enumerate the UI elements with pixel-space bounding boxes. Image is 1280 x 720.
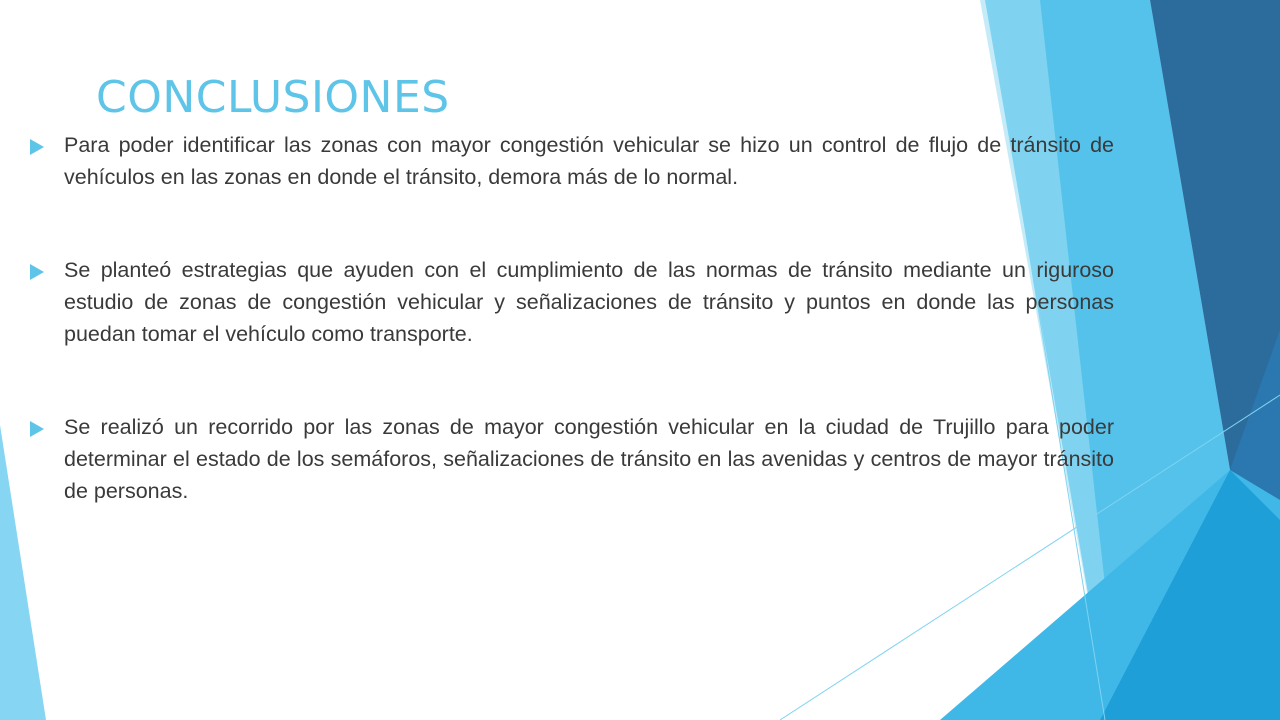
bullet-text: Se realizó un recorrido por las zonas de mayor congestión vehicular en la ciudad de Trujillo para poder determinar el estado de los semáforos, señalizaciones de tránsito en las avenidas y centros de mayor tránsito de personas.: [64, 415, 1114, 503]
triangle-bullet-icon: [30, 421, 44, 437]
slide-title: CONCLUSIONES: [96, 72, 450, 123]
bullet-item: [30, 129, 1114, 193]
bullet-text: Para poder identificar las zonas con mayor congestión vehicular se hizo un control de flujo de tránsito de vehículos en las zonas en donde el tránsito, demora más de lo normal.: [64, 133, 1114, 189]
triangle-bullet-icon: [30, 264, 44, 280]
triangle-bullet-icon: [30, 139, 44, 155]
bullet-text: Se planteó estrategias que ayuden con el cumplimiento de las normas de tránsito mediante un riguroso estudio de zonas de congestión vehicular y señalizaciones de tránsito y puntos en donde las personas puedan tomar el vehículo como transporte.: [64, 258, 1114, 346]
bullet-list: [30, 129, 1114, 507]
bullet-item: [30, 411, 1114, 507]
bullet-item: [30, 254, 1114, 350]
